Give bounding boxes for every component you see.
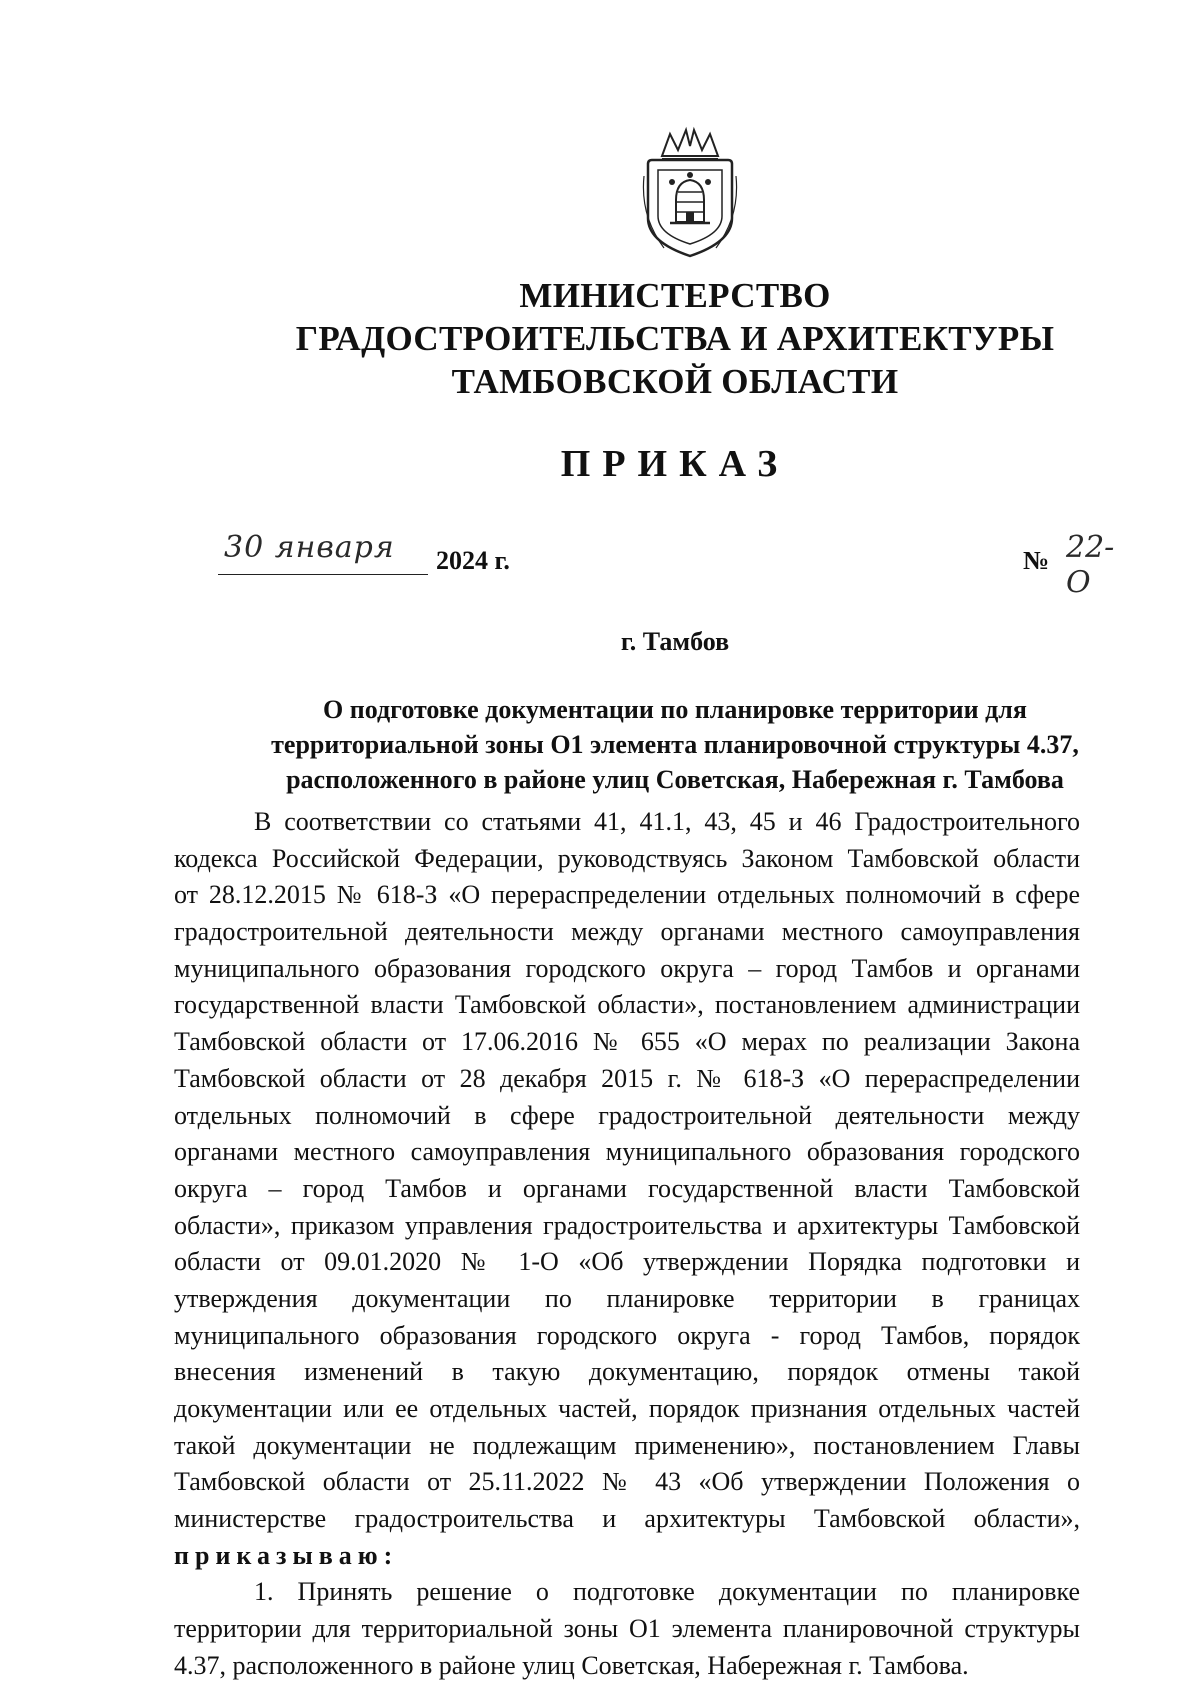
ministry-line-3: ТАМБОВСКОЙ ОБЛАСТИ [451, 362, 899, 401]
date-number-row [218, 530, 1115, 600]
body-line: градостроительной деятельности между органами местного самоуправления [174, 917, 1080, 947]
date-year: 2024 г. [436, 546, 510, 575]
body-line: кодекса Российской Федерации, руководствуясь Законом Тамбовской области [174, 843, 1080, 873]
coat-of-arms-icon [640, 126, 740, 260]
body-line: области», приказом управления градостроительства и архитектуры Тамбовской [174, 1210, 1080, 1240]
subject-line: расположенного в районе улиц Советская, Набережная г. Тамбова [286, 765, 1064, 794]
document-type-title: ПРИКАЗ [560, 443, 790, 485]
body-line: муниципального образования городского округа – город Тамбов и органами [174, 953, 1080, 983]
body-line: государственной власти Тамбовской области», постановлением администрации [174, 990, 1080, 1020]
item-1-line: 4.37, расположенного в районе улиц Советская, Набережная г. Тамбова. [174, 1650, 969, 1680]
body-line: внесения изменений в такую документацию, порядок отмены такой [174, 1357, 1080, 1387]
item-1-line: 1. Принять решение о подготовке документации по планировке [254, 1577, 1080, 1607]
body-line: Тамбовской области от 25.11.2022 № 43 «Об утверждении Положения о [174, 1467, 1080, 1497]
body-line: отдельных полномочий в сфере градостроительной деятельности между [174, 1100, 1080, 1130]
body-line: министерстве градостроительства и архитектуры Тамбовской области», [174, 1504, 1080, 1534]
body-line: Тамбовской области от 28 декабря 2015 г. № 618-З «О перераспределении [174, 1063, 1080, 1093]
body-line: органами местного самоуправления муниципального образования городского [174, 1137, 1080, 1167]
body-line: от 28.12.2015 № 618-З «О перераспределении отдельных полномочий в сфере [174, 880, 1080, 910]
subject-line: О подготовке документации по планировке территории для [323, 695, 1027, 724]
handwritten-number: 22-О [1066, 530, 1115, 600]
ministry-name [260, 274, 1090, 403]
body-line: документации или ее отдельных частей, порядок признания отдельных частей [174, 1394, 1080, 1423]
handwritten-date: 30 января [224, 530, 395, 565]
document-subject [175, 692, 1175, 797]
body-line: округа – город Тамбов и органами государственной власти Тамбовской [174, 1173, 1080, 1203]
body-line: муниципального образования городского округа - город Тамбов, порядок [174, 1320, 1080, 1350]
city: г. Тамбов [620, 627, 730, 656]
body-line: области от 09.01.2020 № 1-О «Об утверждении Порядка подготовки и [174, 1247, 1080, 1277]
ministry-line-1: МИНИСТЕРСТВО [519, 276, 831, 315]
date-underline [218, 574, 428, 575]
body-line: утверждения документации по планировке территории в границах [174, 1283, 1080, 1313]
body-line: такой документации не подлежащим применению», постановлением Главы [174, 1430, 1080, 1460]
body-line: Тамбовской области от 17.06.2016 № 655 «О мерах по реализации Закона [174, 1027, 1080, 1057]
ministry-line-2: ГРАДОСТРОИТЕЛЬСТВА И АРХИТЕКТУРЫ [295, 319, 1055, 358]
body-line: В соответствии со статьями 41, 41.1, 43, 45 и 46 Градостроительного [254, 807, 1080, 836]
subject-line: территориальной зоны О1 элемента планировочной структуры 4.37, [271, 730, 1079, 759]
item-1-line: территории для территориальной зоны О1 элемента планировочной структуры [174, 1614, 1080, 1644]
number-label: № [1023, 546, 1050, 575]
orders-word: приказываю: [174, 1540, 399, 1570]
document-body [174, 804, 1080, 1685]
